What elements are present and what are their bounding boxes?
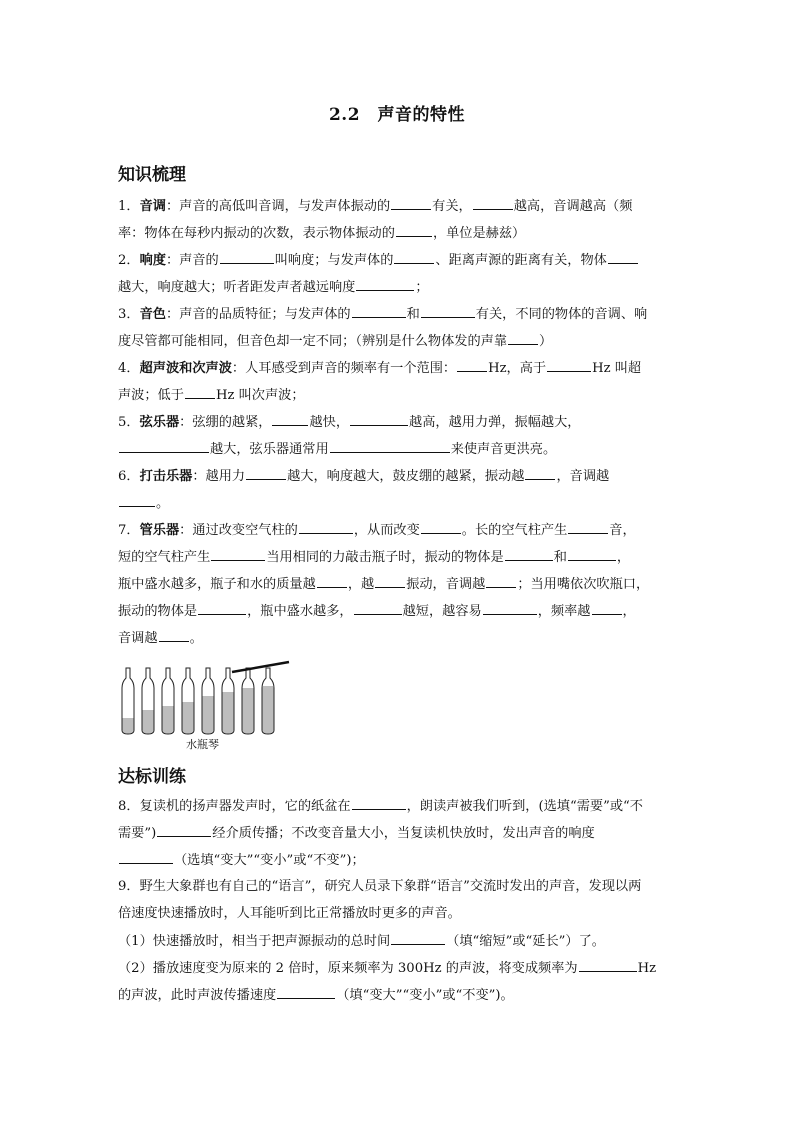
- blank[interactable]: [220, 251, 274, 264]
- blank[interactable]: [473, 197, 513, 210]
- blank[interactable]: [396, 224, 432, 237]
- blank[interactable]: [159, 629, 189, 642]
- blank[interactable]: [394, 251, 434, 264]
- item-3-line-2: 度尽管都可能相同，但音色却一定不同；（辨别是什么物体发的声靠 ）: [118, 334, 553, 349]
- blank[interactable]: [579, 959, 637, 972]
- q8-line-1: 8．复读机的扬声器发声时，它的纸盆在 ，朗读声被我们听到，(选填“需要”或“不: [118, 799, 643, 814]
- item-4-line-2: 声波；低于 Hz 叫次声波；: [118, 388, 305, 403]
- blank[interactable]: [350, 413, 408, 426]
- bottle-3: [162, 668, 174, 734]
- section-heading-practice: 达标训练: [118, 767, 186, 787]
- blank[interactable]: [330, 440, 450, 453]
- blank[interactable]: [198, 602, 246, 615]
- blank[interactable]: [391, 932, 445, 945]
- item-7-line-3: 瓶中盛水越多，瓶子和水的质量越 ，越 振动，音调越 ；当用嘴依次吹瓶口，: [118, 577, 650, 592]
- item-5-line-2: 越大，弦乐器通常用 来使声音更洪亮。: [118, 440, 678, 459]
- q9-line-2: 倍速度快速播放时，人耳能听到比正常播放时更多的声音。: [118, 906, 461, 921]
- item-7-line-4: 振动的物体是 ，瓶中盛水越多， 越短，越容易 ，频率越 ，: [118, 604, 636, 619]
- blank[interactable]: [354, 602, 402, 615]
- blank[interactable]: [272, 413, 308, 426]
- water-bottle-xylophone-figure: [114, 660, 304, 752]
- item-3-line-1: 3．音色：声音的品质特征；与发声体的 和 有关，不同的物体的音调、响: [118, 307, 648, 322]
- blank[interactable]: [525, 467, 555, 480]
- bottle-8: [262, 668, 274, 734]
- blank[interactable]: [421, 305, 475, 318]
- blank[interactable]: [185, 386, 215, 399]
- blank[interactable]: [568, 548, 616, 561]
- bottle-6: [222, 668, 234, 734]
- blank[interactable]: [246, 467, 286, 480]
- item-2-line-1: 2．响度：声音的 叫响度；与发声体的 、距离声源的距离有关，物体: [118, 251, 678, 270]
- blank[interactable]: [119, 494, 155, 507]
- bottle-5: [202, 668, 214, 734]
- blank[interactable]: [375, 575, 405, 588]
- item-1-line-1: 1．音调：声音的高低叫音调，与发声体振动的 有关， 越高，音调越高（频: [118, 199, 633, 214]
- bottles-illustration: [114, 660, 304, 752]
- q8-line-3: （选填“变大”“变小”或“不变”)；: [118, 851, 678, 870]
- q9-line-3: （1）快速播放时，相当于把声源振动的总时间 （填“缩短”或“延长”）了。: [118, 934, 605, 949]
- item-7-line-1: 7．管乐器：通过改变空气柱的 ，从而改变 。长的空气柱产生 音，: [118, 523, 636, 538]
- item-7-line-2: 短的空气柱产生 当用相同的力敲击瓶子时，振动的物体是 和 ，: [118, 550, 631, 565]
- bottle-4: [182, 668, 194, 734]
- blank[interactable]: [505, 548, 553, 561]
- blank[interactable]: [211, 548, 265, 561]
- section-heading-knowledge: 知识梳理: [118, 165, 186, 185]
- item-2-line-2: 越大，响度越大；听者距发声者越远响度 ；: [118, 280, 429, 295]
- blank[interactable]: [119, 440, 209, 453]
- q9-line-4: （2）播放速度变为原来的 2 倍时，原来频率为 300Hz 的声波，将变成频率为 Hz: [118, 961, 657, 976]
- striker-stick: [232, 662, 289, 672]
- blank[interactable]: [547, 359, 591, 372]
- q9-line-5: 的声波，此时声波传播速度 （填“变大”“变小”或“不变”)。: [118, 988, 514, 1003]
- blank[interactable]: [486, 575, 516, 588]
- blank[interactable]: [277, 986, 335, 999]
- blank[interactable]: [457, 359, 487, 372]
- bottle-7: [242, 668, 254, 734]
- blank[interactable]: [508, 332, 538, 345]
- item-4-line-1: 4．超声波和次声波：人耳感受到声音的频率有一个范围： Hz，高于 Hz 叫超: [118, 361, 642, 376]
- blank[interactable]: [568, 521, 608, 534]
- item-1-line-2: 率：物体在每秒内振动的次数，表示物体振动的 ，单位是赫兹）: [118, 226, 526, 241]
- q8-line-2: 需要”) 经介质传播；不改变音量大小，当复读机快放时，发出声音的响度: [118, 826, 595, 841]
- blank[interactable]: [391, 197, 431, 210]
- blank[interactable]: [356, 278, 414, 291]
- blank[interactable]: [317, 575, 347, 588]
- blank[interactable]: [421, 521, 461, 534]
- item-6-line-2: 。: [118, 494, 678, 513]
- figure-caption: 水瓶琴: [186, 738, 219, 751]
- page-title: 2.2 声音的特性: [328, 105, 466, 125]
- blank[interactable]: [299, 521, 353, 534]
- q9-line-1: 9．野生大象群也有自己的“语言”，研究人员录下象群“语言”交流时发出的声音，发现以两: [118, 879, 642, 894]
- item-5-line-1: 5．弦乐器：弦绷的越紧， 越快， 越高，越用力弹，振幅越大，: [118, 415, 581, 430]
- blank[interactable]: [157, 824, 211, 837]
- blank[interactable]: [352, 305, 406, 318]
- blank[interactable]: [592, 602, 622, 615]
- item-7-line-5: 音调越 。: [118, 631, 203, 646]
- bottle-1: [122, 668, 134, 734]
- blank[interactable]: [352, 797, 406, 810]
- blank[interactable]: [119, 851, 173, 864]
- item-6-line-1: 6．打击乐器：越用力 越大，响度越大，鼓皮绷的越紧，振动越 ，音调越: [118, 469, 610, 484]
- bottle-2: [142, 668, 154, 734]
- blank[interactable]: [483, 602, 537, 615]
- blank[interactable]: [608, 251, 638, 264]
